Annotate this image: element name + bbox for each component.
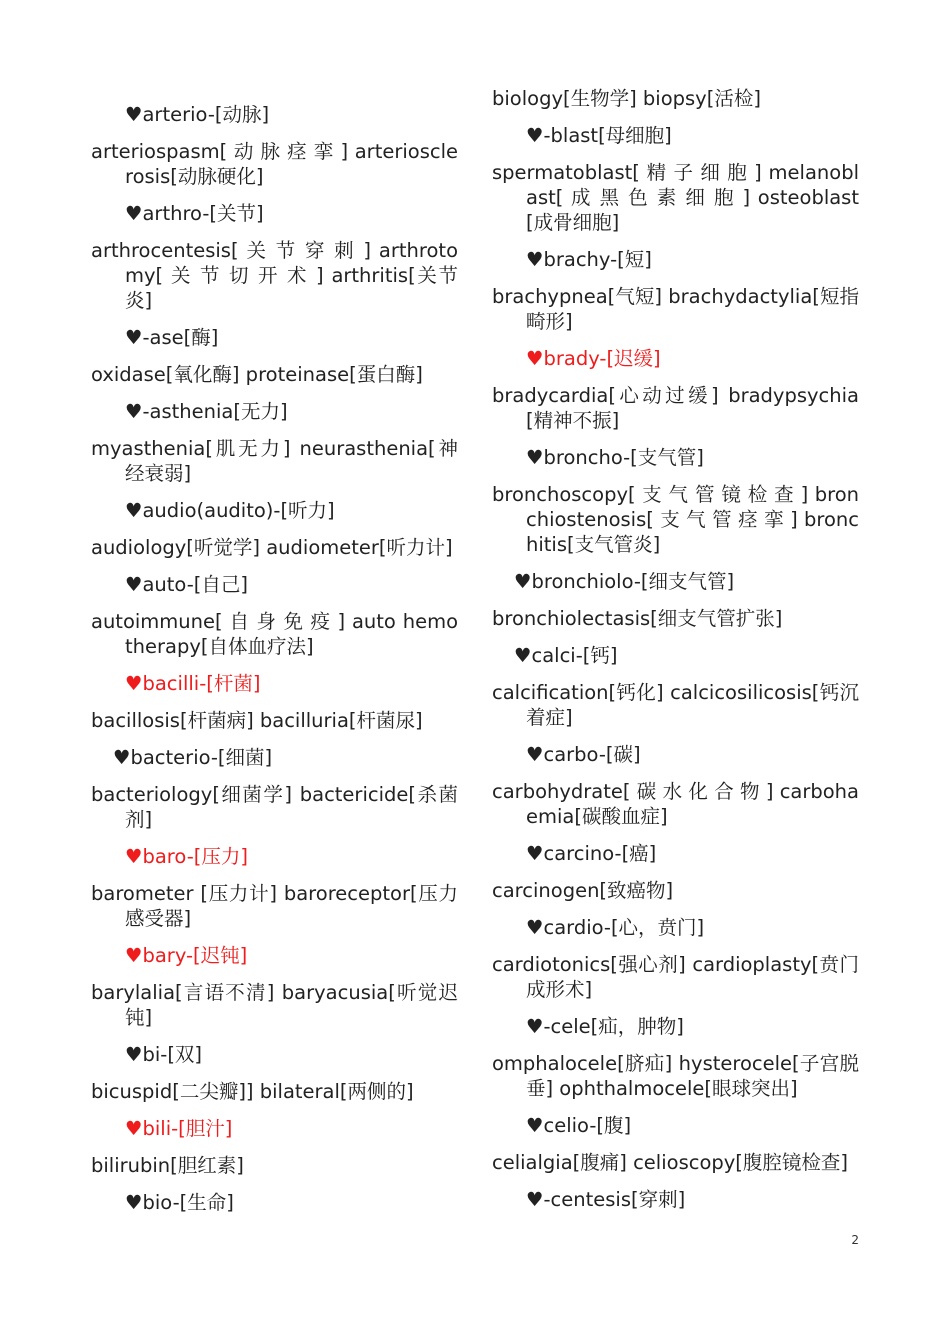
right-column xyxy=(492,86,859,1224)
term-entry: arthrocentesis[ 关 节 穿 刺 ] arthrotomy[ 关 节 切 开 术 ] arthritis[关节炎] xyxy=(91,239,458,312)
prefix-heading: ♥cardio-[心，贲门] xyxy=(526,916,705,939)
prefix-heading: ♥bi-[双] xyxy=(125,1043,203,1066)
page-number: 2 xyxy=(851,1233,859,1247)
term-entry: bilirubin[胆红素] xyxy=(91,1154,244,1177)
prefix-heading: ♥bacterio-[细菌] xyxy=(113,746,273,769)
prefix-heading: ♥-cele[疝，肿物] xyxy=(526,1015,684,1038)
term-entry: barometer [压力计] baroreceptor[压力感受器] xyxy=(91,882,458,930)
term-entry: arteriospasm[ 动 脉 痉 挛 ] arteriosclerosis[动脉硬化] xyxy=(91,140,458,188)
prefix-heading: ♥broncho-[支气管] xyxy=(526,446,704,469)
term-entry: autoimmune[ 自 身 免 疫 ] auto hemotherapy[自体血疗法] xyxy=(91,610,458,658)
term-entry: bronchiolectasis[细支气管扩张] xyxy=(492,607,783,630)
term-entry: oxidase[氧化酶] proteinase[蛋白酶] xyxy=(91,363,423,386)
prefix-heading: ♥calci-[钙] xyxy=(514,644,618,667)
term-entry: spermatoblast[ 精 子 细 胞 ] melanoblast[ 成 黑 色 素 细 胞 ] osteoblast[成骨细胞] xyxy=(492,161,859,234)
term-entry: bacillosis[杆菌病] bacilluria[杆菌尿] xyxy=(91,709,423,732)
term-entry: carbohydrate[ 碳 水 化 合 物 ] carbohaemia[碳酸血症] xyxy=(492,780,859,828)
prefix-heading: ♥bronchiolo-[细支气管] xyxy=(514,570,735,593)
prefix-heading: ♥baro-[压力] xyxy=(125,845,248,868)
prefix-heading: ♥brady-[迟缓] xyxy=(526,347,661,370)
term-entry: brachypnea[气短] brachydactylia[短指畸形] xyxy=(492,285,859,333)
prefix-heading: ♥bio-[生命] xyxy=(125,1191,234,1214)
prefix-heading: ♥-blast[母细胞] xyxy=(526,124,672,147)
term-entry: celialgia[腹痛] celioscopy[腹腔镜检查] xyxy=(492,1151,849,1174)
prefix-heading: ♥-asthenia[无力] xyxy=(125,400,288,423)
prefix-heading: ♥-centesis[穿刺] xyxy=(526,1188,686,1211)
term-entry: omphalocele[脐疝] hysterocele[子宫脱垂] ophthalmocele[眼球突出] xyxy=(492,1052,859,1100)
term-entry: bacteriology[细菌学] bactericide[杀菌剂] xyxy=(91,783,458,831)
prefix-heading: ♥bacilli-[杆菌] xyxy=(125,672,261,695)
prefix-heading: ♥bary-[迟钝] xyxy=(125,944,248,967)
term-entry: bicuspid[二尖瓣]] bilateral[两侧的] xyxy=(91,1080,414,1103)
term-entry: bronchoscopy[ 支 气 管 镜 检 查 ] bronchiostenosis[ 支 气 管 痉 挛 ] bronchitis[支气管炎] xyxy=(492,483,859,556)
left-column xyxy=(91,86,458,1227)
prefix-heading: ♥brachy-[短] xyxy=(526,248,652,271)
term-entry: calcification[钙化] calcicosilicosis[钙沉着症] xyxy=(492,681,859,729)
term-entry: carcinogen[致癌物] xyxy=(492,879,674,902)
term-entry: biology[生物学] biopsy[活检] xyxy=(492,87,761,110)
prefix-heading: ♥carcino-[癌] xyxy=(526,842,657,865)
prefix-heading: ♥celio-[腹] xyxy=(526,1114,632,1137)
prefix-heading: ♥arterio-[动脉] xyxy=(125,103,270,126)
term-entry: cardiotonics[强心剂] cardioplasty[贲门成形术] xyxy=(492,953,859,1001)
prefix-heading: ♥arthro-[关节] xyxy=(125,202,264,225)
prefix-heading: ♥auto-[自己] xyxy=(125,573,248,596)
term-entry: bradycardia[心动过缓] bradypsychia[精神不振] xyxy=(492,384,859,432)
prefix-heading: ♥bili-[胆汁] xyxy=(125,1117,233,1140)
prefix-heading: ♥audio(audito)-[听力] xyxy=(125,499,335,522)
prefix-heading: ♥carbo-[碳] xyxy=(526,743,641,766)
term-entry: myasthenia[肌无力] neurasthenia[神经衰弱] xyxy=(91,437,458,485)
term-entry: audiology[听觉学] audiometer[听力计] xyxy=(91,536,453,559)
term-entry: barylalia[言语不清] baryacusia[听觉迟钝] xyxy=(91,981,458,1029)
prefix-heading: ♥-ase[酶] xyxy=(125,326,219,349)
